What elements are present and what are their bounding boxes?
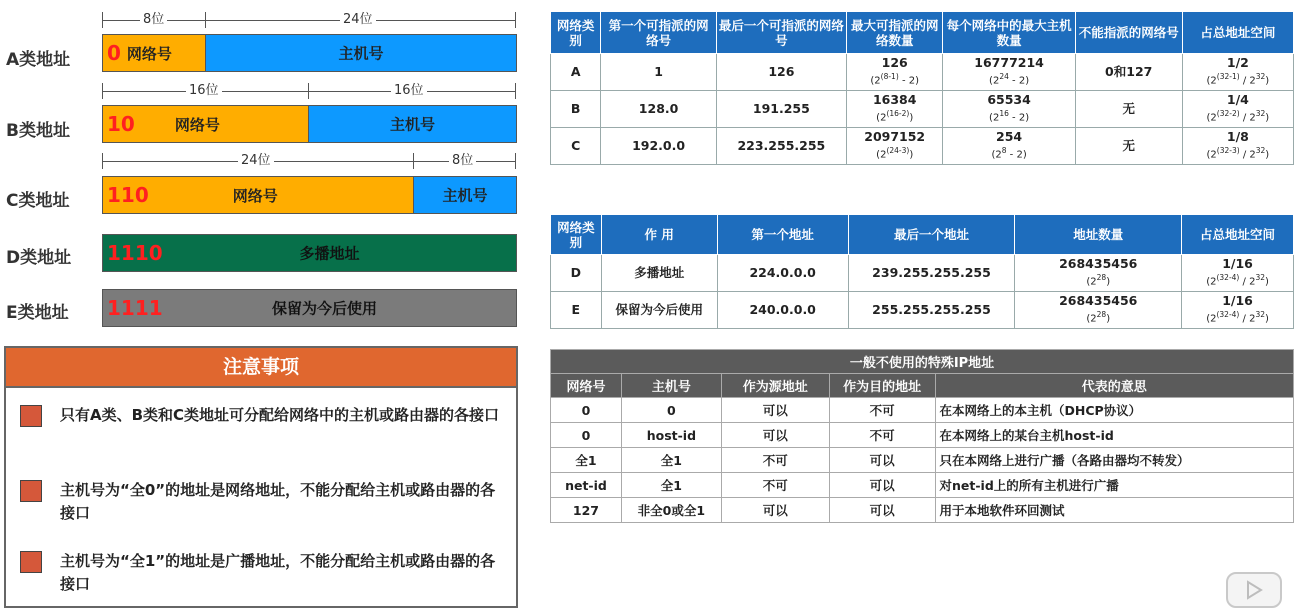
table-cell: 0 xyxy=(551,398,622,423)
table-cell: 保留为今后使用 xyxy=(601,292,717,329)
table-cell: 不可 xyxy=(829,398,935,423)
table-header-row xyxy=(551,12,1294,54)
table-cell: 全1 xyxy=(621,448,721,473)
table-header-row xyxy=(551,374,1294,398)
class-e-prefix: 1111 xyxy=(107,296,163,320)
table-cell: 不可 xyxy=(721,448,829,473)
table-cell: 240.0.0.0 xyxy=(717,292,848,329)
table-cell: 1/4 $(2^{(32-2)} / 2^{32})$ xyxy=(1182,91,1293,128)
class-c-host-bits: 8位 xyxy=(449,153,476,169)
table-header-cell: 占总地址空间 xyxy=(1182,12,1293,54)
table-cell: 多播地址 xyxy=(601,255,717,292)
table-cell: host-id xyxy=(621,423,721,448)
class-d-prefix: 1110 xyxy=(107,241,163,265)
class-d-field xyxy=(102,234,517,272)
note-text: 主机号为“全1”的地址是广播地址，不能分配给主机或路由器的各接口 xyxy=(60,552,496,593)
table-cell: 127 xyxy=(551,498,622,523)
table-cell: 可以 xyxy=(721,498,829,523)
table-header-cell: 作为目的地址 xyxy=(829,374,935,398)
table-cell: 全1 xyxy=(551,448,622,473)
table-cell: 126 (2$^{(8-1)}$ - 2) xyxy=(846,54,943,91)
table-cell: 1/8 $(2^{(32-3)} / 2^{32})$ xyxy=(1182,128,1293,165)
table-cell: 在本网络上的本主机（DHCP协议） xyxy=(935,398,1294,423)
class-e-label: E类地址 xyxy=(6,303,69,323)
table-cell: 255.255.255.255 xyxy=(848,292,1015,329)
class-c-prefix: 110 xyxy=(107,183,149,207)
table-cell: 只在本网络上进行广播（各路由器均不转发） xyxy=(935,448,1294,473)
class-c-net-field xyxy=(102,176,414,214)
class-a-net-text: 网络号 xyxy=(126,44,172,63)
notes-panel xyxy=(4,346,518,608)
class-b-net-bits: 16位 xyxy=(186,83,222,99)
class-b-dimension xyxy=(102,83,516,101)
table-header-cell: 占总地址空间 xyxy=(1182,215,1294,255)
table-row xyxy=(551,498,1294,523)
table-cell: 无 xyxy=(1075,91,1182,128)
table-cell: 191.255 xyxy=(716,91,846,128)
table-cell: 254 $(2^8 - 2)$ xyxy=(943,128,1075,165)
table-cell: 不可 xyxy=(721,473,829,498)
table-cell: 对net-id上的所有主机进行广播 xyxy=(935,473,1294,498)
class-a-host-bits: 24位 xyxy=(340,12,376,28)
note-text: 只有A类、B类和C类地址可分配给网络中的主机或路由器的各接口 xyxy=(60,406,500,424)
table-header-cell: 网络号 xyxy=(551,374,622,398)
table-cell: 1/16 $(2^{(32-4)} / 2^{32})$ xyxy=(1182,255,1294,292)
table-cell: 192.0.0 xyxy=(601,128,716,165)
class-a-label: A类地址 xyxy=(6,50,71,70)
class-b-host-bits: 16位 xyxy=(391,83,427,99)
table-row xyxy=(551,54,1294,91)
table-header-cell: 不能指派的网络号 xyxy=(1075,12,1182,54)
table-cell: 16384 (2$^{(16-2)}$) xyxy=(846,91,943,128)
class-abc-table xyxy=(550,11,1294,165)
table-row xyxy=(551,292,1294,329)
table-header-row xyxy=(551,215,1294,255)
bullet-square-icon xyxy=(20,551,42,573)
class-a-host-field xyxy=(205,34,517,72)
table-cell: C xyxy=(551,128,601,165)
table-cell: 用于本地软件环回测试 xyxy=(935,498,1294,523)
class-c-host-field xyxy=(413,176,517,214)
notes-title: 注意事项 xyxy=(6,348,516,388)
table-cell: 2097152 (2$^{(24-3)}$) xyxy=(846,128,943,165)
table-cell: 65534 $(2^{16} - 2)$ xyxy=(943,91,1075,128)
note-text: 主机号为“全0”的地址是网络地址，不能分配给主机或路由器的各接口 xyxy=(60,481,496,522)
class-d-text: 多播地址 xyxy=(299,244,360,263)
note-item xyxy=(20,404,500,427)
table-cell: B xyxy=(551,91,601,128)
table-cell: 268435456 $(2^{28})$ xyxy=(1015,255,1182,292)
table-cell: 0 xyxy=(621,398,721,423)
class-b-prefix: 10 xyxy=(107,112,135,136)
play-icon xyxy=(1228,574,1280,606)
table-header-cell: 最大可指派的网络数量 xyxy=(846,12,943,54)
class-c-net-text: 网络号 xyxy=(232,186,278,205)
table-row xyxy=(551,398,1294,423)
table-header-cell: 代表的意思 xyxy=(935,374,1294,398)
table-cell: 全1 xyxy=(621,473,721,498)
table-header-cell: 每个网络中的最大主机数量 xyxy=(943,12,1075,54)
table-cell: 不可 xyxy=(829,423,935,448)
bullet-square-icon xyxy=(20,405,42,427)
table-cell: 可以 xyxy=(721,423,829,448)
class-c-host-text: 主机号 xyxy=(442,186,488,205)
class-c-dimension xyxy=(102,153,516,171)
table-cell: net-id xyxy=(551,473,622,498)
table-cell: 在本网络上的某台主机host-id xyxy=(935,423,1294,448)
table-cell: 126 xyxy=(716,54,846,91)
bullet-square-icon xyxy=(20,480,42,502)
table-cell: 224.0.0.0 xyxy=(717,255,848,292)
table-header-cell: 主机号 xyxy=(621,374,721,398)
table-header-cell: 最后一个可指派的网络号 xyxy=(716,12,846,54)
class-e-field xyxy=(102,289,517,327)
class-a-net-field xyxy=(102,34,206,72)
table-cell: 239.255.255.255 xyxy=(848,255,1015,292)
table-cell: 1/2 $(2^{(32-1)} / 2^{32})$ xyxy=(1182,54,1293,91)
table-cell: 1 xyxy=(601,54,716,91)
class-b-label: B类地址 xyxy=(6,121,70,141)
class-a-host-text: 主机号 xyxy=(338,44,384,63)
class-de-table xyxy=(550,214,1294,329)
table-header-cell: 网络类别 xyxy=(551,12,601,54)
table-header-cell: 第一个地址 xyxy=(717,215,848,255)
special-ip-table xyxy=(550,349,1294,523)
class-d-label: D类地址 xyxy=(6,248,72,268)
table-cell: 可以 xyxy=(829,448,935,473)
class-a-dimension xyxy=(102,12,516,30)
table-cell: 268435456 $(2^{28})$ xyxy=(1015,292,1182,329)
table-header-cell: 最后一个地址 xyxy=(848,215,1015,255)
table-row xyxy=(551,255,1294,292)
table-cell: E xyxy=(551,292,602,329)
table-row xyxy=(551,128,1294,165)
table-cell: D xyxy=(551,255,602,292)
class-c-label: C类地址 xyxy=(6,191,70,211)
class-c-net-bits: 24位 xyxy=(238,153,274,169)
class-a-prefix: 0 xyxy=(107,41,121,65)
table-cell: 16777214 $(2^{24} - 2)$ xyxy=(943,54,1075,91)
class-e-text: 保留为今后使用 xyxy=(271,299,377,318)
table-header-cell: 作 用 xyxy=(601,215,717,255)
table-cell: 0和127 xyxy=(1075,54,1182,91)
special-ip-title: 一般不使用的特殊IP地址 xyxy=(551,350,1294,374)
class-a-net-bits: 8位 xyxy=(140,12,167,28)
table-header-cell: 地址数量 xyxy=(1015,215,1182,255)
table-cell: 1/16 $(2^{(32-4)} / 2^{32})$ xyxy=(1182,292,1294,329)
table-row xyxy=(551,423,1294,448)
table-row xyxy=(551,91,1294,128)
table-header-cell: 作为源地址 xyxy=(721,374,829,398)
table-cell: 可以 xyxy=(721,398,829,423)
table-cell: 非全0或全1 xyxy=(621,498,721,523)
table-cell: 128.0 xyxy=(601,91,716,128)
table-row xyxy=(551,473,1294,498)
note-item xyxy=(20,479,500,525)
class-b-net-text: 网络号 xyxy=(174,115,220,134)
play-button[interactable] xyxy=(1226,572,1282,608)
table-cell: 无 xyxy=(1075,128,1182,165)
table-row xyxy=(551,448,1294,473)
table-cell: 223.255.255 xyxy=(716,128,846,165)
note-item xyxy=(20,550,500,596)
table-header-cell: 第一个可指派的网络号 xyxy=(601,12,716,54)
table-cell: A xyxy=(551,54,601,91)
table-cell: 0 xyxy=(551,423,622,448)
table-header-cell: 网络类别 xyxy=(551,215,602,255)
class-b-net-field xyxy=(102,105,309,143)
class-b-host-field xyxy=(308,105,517,143)
table-cell: 可以 xyxy=(829,498,935,523)
table-cell: 可以 xyxy=(829,473,935,498)
class-b-host-text: 主机号 xyxy=(389,115,435,134)
